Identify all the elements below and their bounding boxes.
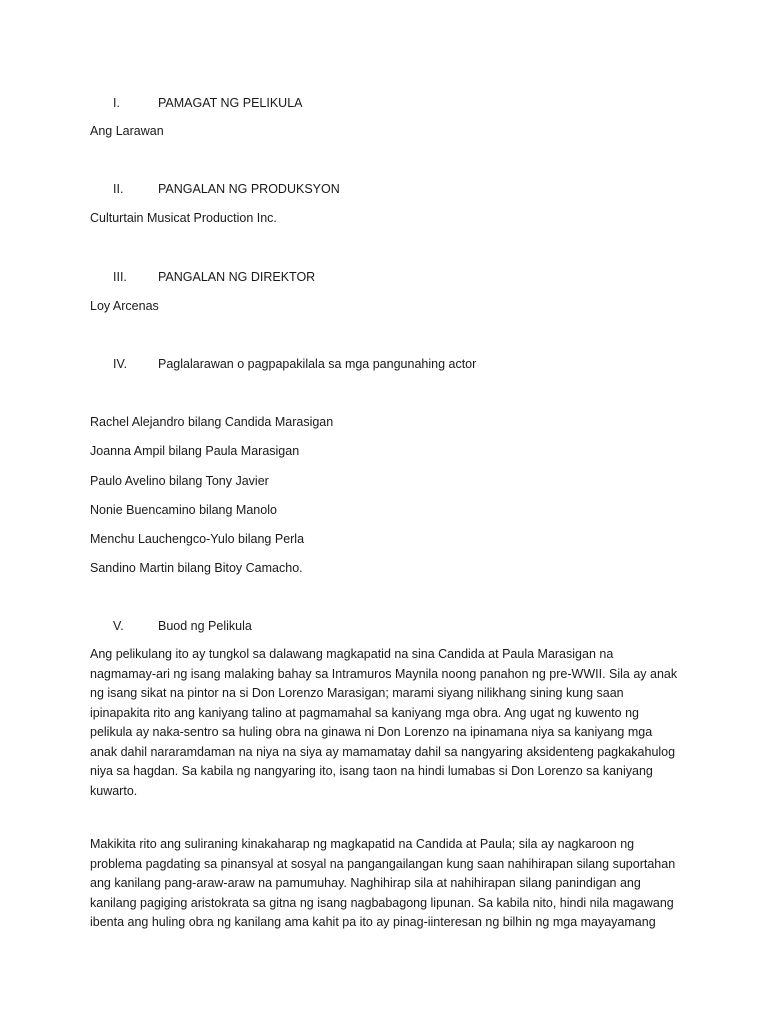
paragraph-line: ibenta ang huling obra ng kanilang ama kahit pa ito ay pinag-iinteresan ng bilhin ng mga mayayamang [90, 915, 656, 929]
summary-paragraph-1 [90, 645, 682, 801]
paragraph-line: nagmamay-ari ng isang malaking bahay sa Intramuros Maynila noong panahon ng pre-WWII. Sila ay anak [90, 666, 678, 681]
paragraph-line: pelikula ay naka-sentro sa huling obra na ginawa ni Don Lorenzo na ipinamana niya sa kaniyang mga [90, 725, 653, 739]
section-title: Buod ng Pelikula [158, 619, 252, 633]
paragraph-line: ang kanilang pang-araw-araw na pamumuhay. Naghihirap sila at nahihirapan silang panindigan ang [90, 876, 641, 890]
section-number: I. [113, 96, 120, 110]
cast-item: Nonie Buencamino bilang Manolo [90, 503, 277, 517]
paragraph-line: niya sa hagdan. Sa kabila ng nangyaring ito, isang taon na hindi lumabas si Don Lorenzo sa kaniyang [90, 764, 653, 778]
section-heading-5 [0, 617, 768, 637]
paragraph-line: problema pagdating sa pinansyal at sosyal na pangangailangan kung saan nahihirapan silang suportahan [90, 856, 676, 871]
section-number: II. [113, 182, 124, 196]
section-heading-3 [0, 268, 768, 288]
paragraph-line: kuwarto. [90, 783, 138, 798]
paragraph-line: ipinapakita rito ang kaniyang talino at pagmamahal sa kaniyang mga obra. Ang ugat ng kuwento ng [90, 705, 639, 720]
paragraph-line: kanilang pagiging aristokrata sa gitna ng isang nagbabagong lipunan. Sa kabila nito, hindi nila magawang [90, 895, 674, 910]
summary-paragraph-2 [90, 835, 682, 933]
section-title: Paglalarawan o pagpapakilala sa mga pangunahing actor [158, 357, 477, 371]
paragraph-line: Ang pelikulang ito ay tungkol sa dalawang magkapatid na sina Candida at Paula Marasigan na [90, 647, 614, 661]
production-value: Culturtain Musicat Production Inc. [90, 211, 277, 225]
cast-item: Paulo Avelino bilang Tony Javier [90, 474, 269, 488]
paragraph-line: ng isang sikat na pintor na si Don Lorenzo Marasigan; marami siyang nilikhang sining kung saan [90, 686, 624, 700]
section-heading-4 [0, 355, 768, 375]
section-number: III. [113, 270, 127, 284]
director-value: Loy Arcenas [90, 299, 159, 313]
cast-item: Rachel Alejandro bilang Candida Marasigan [90, 415, 334, 429]
cast-item: Sandino Martin bilang Bitoy Camacho. [90, 561, 303, 575]
section-heading-2 [0, 180, 768, 200]
section-number: V. [113, 619, 124, 633]
paragraph-line: Makikita rito ang suliraning kinakaharap ng magkapatid na Candida at Paula; sila ay nagkaroon ng [90, 837, 635, 851]
cast-item: Joanna Ampil bilang Paula Marasigan [90, 444, 300, 458]
section-title: PANGALAN NG PRODUKSYON [158, 182, 340, 196]
film-title-value: Ang Larawan [90, 124, 164, 138]
section-title: PAMAGAT NG PELIKULA [158, 96, 303, 110]
section-title: PANGALAN NG DIREKTOR [158, 270, 316, 284]
section-heading-1 [0, 94, 768, 114]
paragraph-line: anak dahil nararamdaman na niya na siya ay mamamatay dahil sa nangyaring aksidenteng pagkakahulog [90, 744, 676, 759]
cast-item: Menchu Lauchengco-Yulo bilang Perla [90, 532, 305, 546]
section-number: IV. [113, 357, 128, 371]
